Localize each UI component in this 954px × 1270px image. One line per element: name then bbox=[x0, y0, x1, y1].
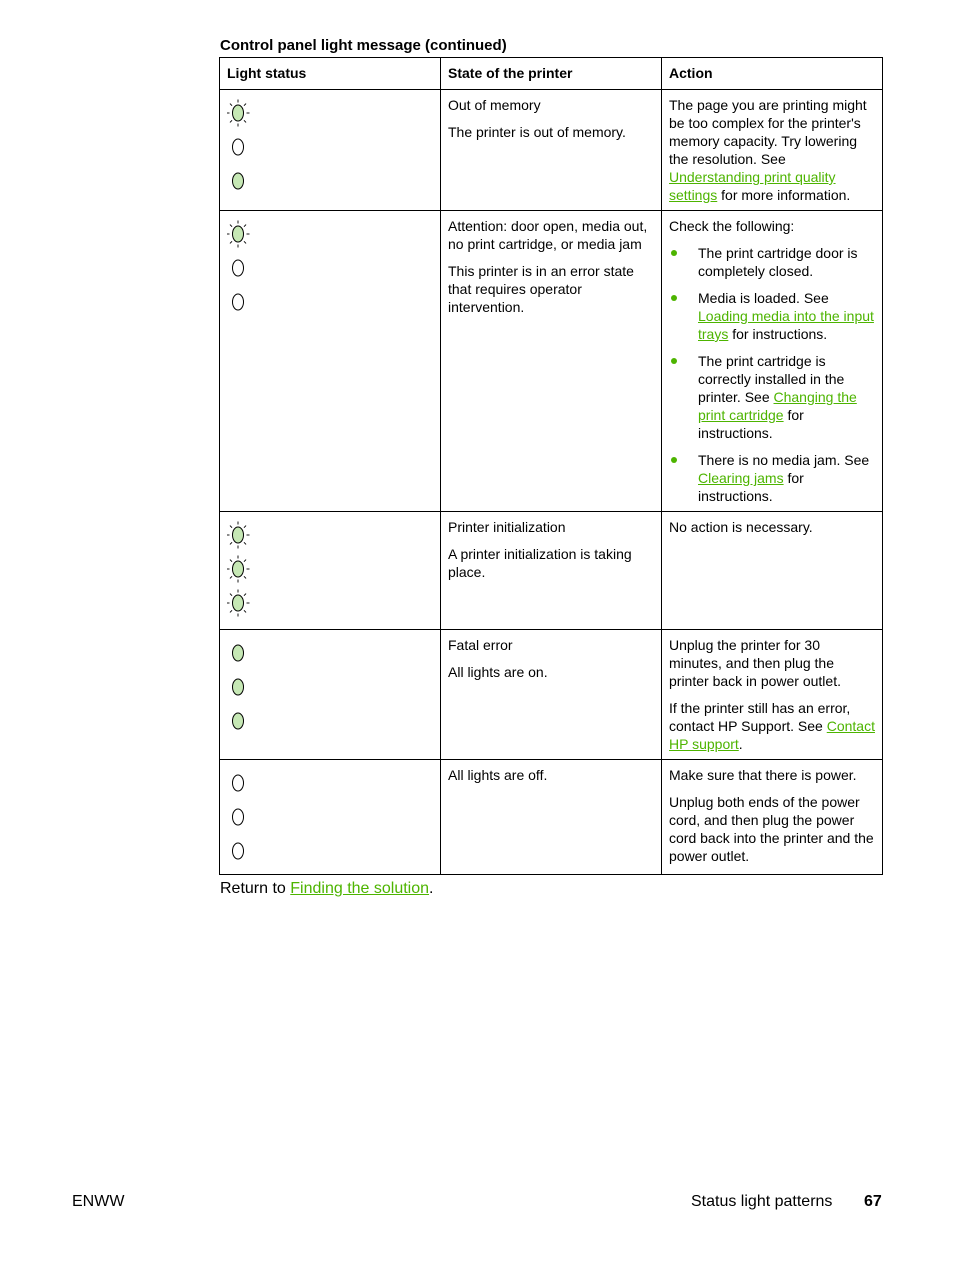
led-stack bbox=[227, 766, 433, 868]
state-cell bbox=[441, 630, 662, 760]
state-cell bbox=[441, 760, 662, 875]
led-stack bbox=[227, 636, 433, 738]
action-cell bbox=[662, 90, 883, 211]
bullet-icon bbox=[671, 295, 677, 301]
state-description: All lights are on. bbox=[448, 664, 548, 680]
state-title: All lights are off. bbox=[448, 767, 548, 783]
table-row bbox=[220, 630, 883, 760]
list-item: There is no media jam. See Clearing jams for instructions. bbox=[669, 451, 875, 505]
header-light-status: Light status bbox=[220, 58, 441, 90]
light-status-cell bbox=[220, 211, 441, 512]
bullet-icon bbox=[671, 457, 677, 463]
footer-label: ENWW bbox=[72, 1193, 125, 1210]
action-intro: Check the following: bbox=[669, 218, 795, 234]
bullet-icon bbox=[671, 250, 677, 256]
led-off-icon bbox=[227, 766, 255, 800]
state-title: Printer initialization bbox=[448, 519, 566, 535]
state-description: The printer is out of memory. bbox=[448, 124, 626, 140]
state-cell bbox=[441, 512, 662, 630]
led-off-icon bbox=[227, 130, 255, 164]
state-description: This printer is in an error state that requires operator intervention. bbox=[448, 263, 634, 315]
action-cell bbox=[662, 512, 883, 630]
link-clearing-jams[interactable]: Clearing jams bbox=[698, 470, 784, 486]
state-title: Out of memory bbox=[448, 97, 541, 113]
header-action: Action bbox=[662, 58, 883, 90]
led-on-icon bbox=[227, 704, 255, 738]
footer-section-title: Status light patterns bbox=[691, 1193, 833, 1210]
check-list bbox=[669, 244, 875, 505]
table-header-row bbox=[220, 58, 883, 90]
header-state: State of the printer bbox=[441, 58, 662, 90]
light-status-table bbox=[219, 57, 883, 875]
led-off-icon bbox=[227, 834, 255, 868]
table-row bbox=[220, 760, 883, 875]
action-text: The page you are printing might be too complex for the printer's memory capacity. Try lowering the resolution. See Understanding print quality settings for more information. bbox=[669, 97, 867, 203]
list-item: The print cartridge door is completely closed. bbox=[669, 244, 875, 280]
link-changing-cartridge[interactable]: Changing the print cartridge bbox=[698, 389, 857, 423]
table-caption: Control panel light message (continued) bbox=[220, 37, 507, 54]
light-status-cell bbox=[220, 760, 441, 875]
led-on-icon bbox=[227, 670, 255, 704]
link-loading-media[interactable]: Loading media into the input trays bbox=[698, 308, 874, 342]
list-item: The print cartridge is correctly installed in the printer. See Changing the print cartridge for instructions. bbox=[669, 352, 875, 442]
action-text: If the printer still has an error, contact HP Support. See Contact HP support. bbox=[669, 700, 875, 752]
action-cell bbox=[662, 630, 883, 760]
light-status-cell bbox=[220, 512, 441, 630]
return-line: Return to Finding the solution. bbox=[220, 880, 434, 897]
led-blinking-icon bbox=[227, 96, 255, 130]
action-cell bbox=[662, 211, 883, 512]
table-row bbox=[220, 90, 883, 211]
link-understanding-print-quality[interactable]: Understanding print quality settings bbox=[669, 169, 836, 203]
led-blinking-icon bbox=[227, 552, 255, 586]
led-off-icon bbox=[227, 285, 255, 319]
led-blinking-icon bbox=[227, 586, 255, 620]
led-off-icon bbox=[227, 800, 255, 834]
action-text: Unplug both ends of the power cord, and then plug the power cord back into the printer and the power outlet. bbox=[669, 794, 874, 864]
state-cell bbox=[441, 211, 662, 512]
led-stack bbox=[227, 518, 433, 620]
led-off-icon bbox=[227, 251, 255, 285]
led-stack bbox=[227, 217, 433, 319]
table-row bbox=[220, 512, 883, 630]
led-blinking-icon bbox=[227, 518, 255, 552]
led-stack bbox=[227, 96, 433, 198]
link-finding-the-solution[interactable]: Finding the solution bbox=[290, 880, 430, 897]
action-text: No action is necessary. bbox=[669, 519, 813, 535]
action-text: Unplug the printer for 30 minutes, and then plug the printer back in power outlet. bbox=[669, 637, 841, 689]
state-title: Fatal error bbox=[448, 637, 513, 653]
light-status-cell bbox=[220, 630, 441, 760]
state-description: A printer initialization is taking place. bbox=[448, 546, 632, 580]
led-on-icon bbox=[227, 164, 255, 198]
led-blinking-icon bbox=[227, 217, 255, 251]
state-title: Attention: door open, media out, no print cartridge, or media jam bbox=[448, 218, 648, 252]
table-row bbox=[220, 211, 883, 512]
bullet-icon bbox=[671, 358, 677, 364]
action-text: Make sure that there is power. bbox=[669, 767, 857, 783]
list-item: Media is loaded. See Loading media into the input trays for instructions. bbox=[669, 289, 875, 343]
light-status-cell bbox=[220, 90, 441, 211]
led-on-icon bbox=[227, 636, 255, 670]
action-cell bbox=[662, 760, 883, 875]
link-contact-hp-support[interactable]: Contact HP support bbox=[669, 718, 875, 752]
page-number: 67 bbox=[864, 1193, 882, 1210]
state-cell bbox=[441, 90, 662, 211]
